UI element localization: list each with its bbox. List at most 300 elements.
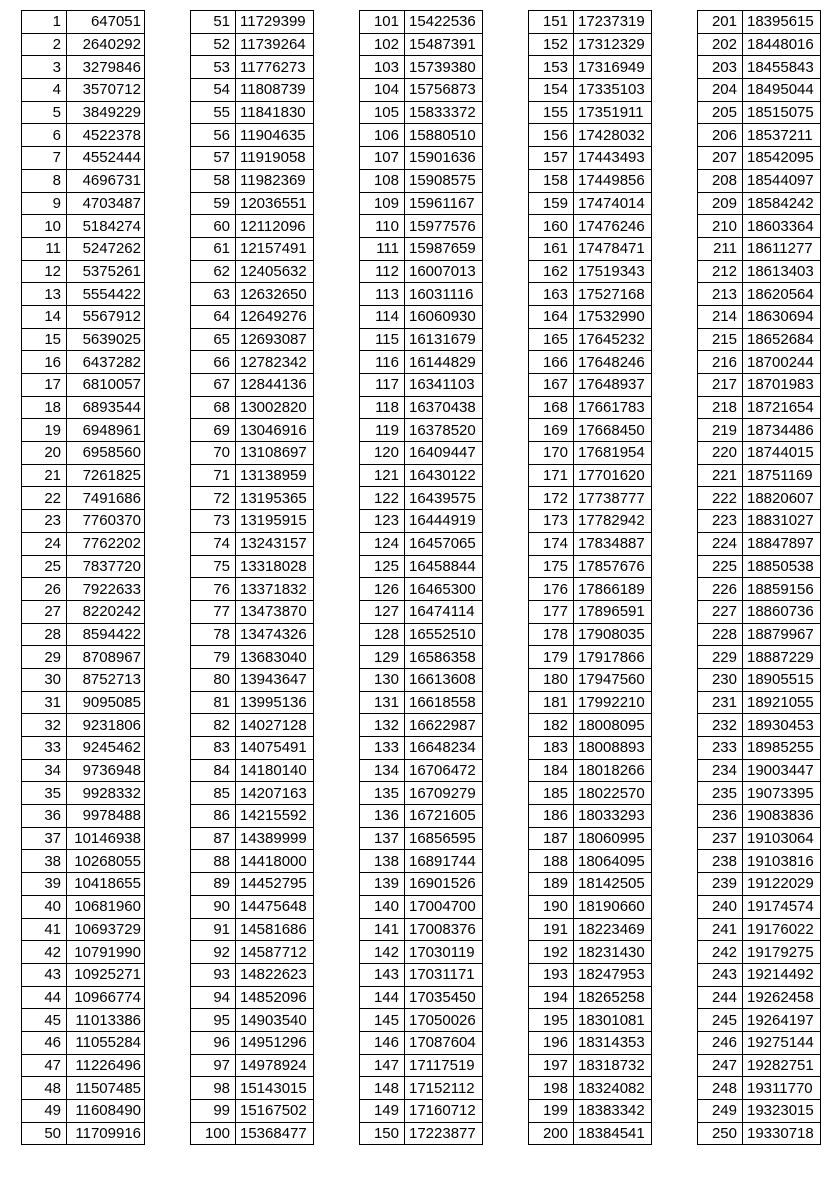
- row-index-cell: 108: [360, 169, 405, 192]
- table-row: [191, 487, 314, 510]
- row-value-cell: 16457065: [405, 532, 483, 555]
- row-index-cell: 129: [360, 646, 405, 669]
- row-index-cell: 61: [191, 237, 236, 260]
- table-row: [191, 192, 314, 215]
- row-value-cell: 16144829: [405, 351, 483, 374]
- row-index-cell: 75: [191, 555, 236, 578]
- row-index-cell: 26: [22, 578, 67, 601]
- row-index-cell: 47: [22, 1054, 67, 1077]
- row-value-cell: 17527168: [574, 283, 652, 306]
- row-value-cell: 17160712: [405, 1100, 483, 1123]
- row-value-cell: 18384541: [574, 1122, 652, 1145]
- row-value-cell: 19174574: [743, 895, 821, 918]
- number-table-2: [190, 10, 314, 1145]
- table-row: [698, 169, 821, 192]
- table-row: [22, 691, 145, 714]
- row-index-cell: 229: [698, 646, 743, 669]
- row-value-cell: 17449856: [574, 169, 652, 192]
- table-row: [22, 169, 145, 192]
- row-index-cell: 63: [191, 283, 236, 306]
- row-index-cell: 223: [698, 510, 743, 533]
- row-value-cell: 17917866: [574, 646, 652, 669]
- table-row: [360, 737, 483, 760]
- row-index-cell: 207: [698, 147, 743, 170]
- row-index-cell: 43: [22, 963, 67, 986]
- row-value-cell: 13995136: [236, 691, 314, 714]
- row-value-cell: 18142505: [574, 873, 652, 896]
- row-index-cell: 86: [191, 805, 236, 828]
- row-index-cell: 105: [360, 101, 405, 124]
- row-index-cell: 133: [360, 737, 405, 760]
- row-value-cell: 17476246: [574, 215, 652, 238]
- row-index-cell: 157: [529, 147, 574, 170]
- row-value-cell: 17335103: [574, 79, 652, 102]
- row-value-cell: 19262458: [743, 986, 821, 1009]
- row-index-cell: 172: [529, 487, 574, 510]
- table-row: [698, 351, 821, 374]
- table-row: [191, 600, 314, 623]
- row-value-cell: 18701983: [743, 374, 821, 397]
- table-row: [360, 79, 483, 102]
- table-row: [529, 351, 652, 374]
- table-row: [22, 873, 145, 896]
- table-row: [22, 33, 145, 56]
- row-index-cell: 239: [698, 873, 743, 896]
- table-row: [360, 1077, 483, 1100]
- row-index-cell: 250: [698, 1122, 743, 1145]
- row-index-cell: 36: [22, 805, 67, 828]
- row-index-cell: 176: [529, 578, 574, 601]
- row-value-cell: 15422536: [405, 11, 483, 34]
- row-value-cell: 12782342: [236, 351, 314, 374]
- row-value-cell: 17738777: [574, 487, 652, 510]
- row-value-cell: 16378520: [405, 419, 483, 442]
- row-value-cell: 17947560: [574, 668, 652, 691]
- row-value-cell: 16721605: [405, 805, 483, 828]
- row-value-cell: 11013386: [67, 1009, 145, 1032]
- table-row: [360, 555, 483, 578]
- row-index-cell: 222: [698, 487, 743, 510]
- row-index-cell: 143: [360, 963, 405, 986]
- row-index-cell: 95: [191, 1009, 236, 1032]
- row-index-cell: 67: [191, 374, 236, 397]
- row-index-cell: 217: [698, 374, 743, 397]
- row-value-cell: 7837720: [67, 555, 145, 578]
- row-value-cell: 17661783: [574, 396, 652, 419]
- row-value-cell: 16618558: [405, 691, 483, 714]
- row-index-cell: 76: [191, 578, 236, 601]
- row-value-cell: 14951296: [236, 1031, 314, 1054]
- row-index-cell: 122: [360, 487, 405, 510]
- row-index-cell: 15: [22, 328, 67, 351]
- row-index-cell: 112: [360, 260, 405, 283]
- table-row: [360, 237, 483, 260]
- row-index-cell: 201: [698, 11, 743, 34]
- table-row: [22, 759, 145, 782]
- row-value-cell: 17316949: [574, 56, 652, 79]
- table-row: [698, 850, 821, 873]
- row-index-cell: 170: [529, 442, 574, 465]
- table-row: [22, 737, 145, 760]
- table-row: [22, 464, 145, 487]
- table-row: [698, 487, 821, 510]
- table-row: [22, 532, 145, 555]
- table-row: [22, 56, 145, 79]
- table-row: [698, 578, 821, 601]
- row-value-cell: 17223877: [405, 1122, 483, 1145]
- row-value-cell: 17008376: [405, 918, 483, 941]
- row-index-cell: 38: [22, 850, 67, 873]
- row-index-cell: 247: [698, 1054, 743, 1077]
- table-row: [191, 805, 314, 828]
- table-row: [191, 419, 314, 442]
- row-index-cell: 130: [360, 668, 405, 691]
- row-value-cell: 11904635: [236, 124, 314, 147]
- table-row: [698, 215, 821, 238]
- row-value-cell: 9231806: [67, 714, 145, 737]
- table-row: [360, 986, 483, 1009]
- row-value-cell: 15987659: [405, 237, 483, 260]
- table-row: [22, 1054, 145, 1077]
- row-value-cell: 17237319: [574, 11, 652, 34]
- row-value-cell: 11729399: [236, 11, 314, 34]
- row-value-cell: 13474326: [236, 623, 314, 646]
- row-index-cell: 185: [529, 782, 574, 805]
- row-index-cell: 97: [191, 1054, 236, 1077]
- row-index-cell: 168: [529, 396, 574, 419]
- row-index-cell: 193: [529, 963, 574, 986]
- table-row: [22, 192, 145, 215]
- row-value-cell: 17312329: [574, 33, 652, 56]
- table-row: [529, 1031, 652, 1054]
- table-row: [360, 396, 483, 419]
- table-row: [22, 510, 145, 533]
- row-index-cell: 180: [529, 668, 574, 691]
- row-index-cell: 221: [698, 464, 743, 487]
- row-index-cell: 235: [698, 782, 743, 805]
- table-row: [529, 1100, 652, 1123]
- table-row: [360, 918, 483, 941]
- table-row: [360, 532, 483, 555]
- row-value-cell: 14075491: [236, 737, 314, 760]
- row-index-cell: 93: [191, 963, 236, 986]
- row-value-cell: 17782942: [574, 510, 652, 533]
- row-index-cell: 246: [698, 1031, 743, 1054]
- row-index-cell: 121: [360, 464, 405, 487]
- row-index-cell: 5: [22, 101, 67, 124]
- table-row: [191, 79, 314, 102]
- row-index-cell: 131: [360, 691, 405, 714]
- table-row: [529, 11, 652, 34]
- table-row: [191, 56, 314, 79]
- table-row: [360, 623, 483, 646]
- row-index-cell: 127: [360, 600, 405, 623]
- row-value-cell: 7760370: [67, 510, 145, 533]
- row-value-cell: 17035450: [405, 986, 483, 1009]
- row-index-cell: 80: [191, 668, 236, 691]
- row-value-cell: 18859156: [743, 578, 821, 601]
- table-row: [191, 1009, 314, 1032]
- row-index-cell: 192: [529, 941, 574, 964]
- row-index-cell: 169: [529, 419, 574, 442]
- table-row: [360, 805, 483, 828]
- row-index-cell: 42: [22, 941, 67, 964]
- row-value-cell: 17857676: [574, 555, 652, 578]
- table-row: [191, 510, 314, 533]
- row-value-cell: 17478471: [574, 237, 652, 260]
- table-row: [529, 464, 652, 487]
- table-row: [191, 124, 314, 147]
- row-index-cell: 179: [529, 646, 574, 669]
- row-index-cell: 218: [698, 396, 743, 419]
- row-index-cell: 160: [529, 215, 574, 238]
- row-value-cell: 13473870: [236, 600, 314, 623]
- table-row: [191, 464, 314, 487]
- row-value-cell: 12693087: [236, 328, 314, 351]
- row-value-cell: 18301081: [574, 1009, 652, 1032]
- row-index-cell: 28: [22, 623, 67, 646]
- row-value-cell: 18544097: [743, 169, 821, 192]
- row-value-cell: 13318028: [236, 555, 314, 578]
- row-index-cell: 19: [22, 419, 67, 442]
- table-row: [22, 986, 145, 1009]
- row-index-cell: 240: [698, 895, 743, 918]
- row-value-cell: 15961167: [405, 192, 483, 215]
- row-value-cell: 14207163: [236, 782, 314, 805]
- row-value-cell: 19103064: [743, 827, 821, 850]
- row-value-cell: 9928332: [67, 782, 145, 805]
- table-row: [191, 147, 314, 170]
- row-value-cell: 19282751: [743, 1054, 821, 1077]
- table-row: [360, 464, 483, 487]
- table-row: [529, 986, 652, 1009]
- row-value-cell: 17031171: [405, 963, 483, 986]
- row-value-cell: 18223469: [574, 918, 652, 941]
- table-row: [191, 351, 314, 374]
- table-row: [698, 442, 821, 465]
- row-index-cell: 241: [698, 918, 743, 941]
- row-value-cell: 12157491: [236, 237, 314, 260]
- table-row: [529, 101, 652, 124]
- row-index-cell: 115: [360, 328, 405, 351]
- table-row: [191, 646, 314, 669]
- row-value-cell: 11055284: [67, 1031, 145, 1054]
- table-row: [360, 1031, 483, 1054]
- row-value-cell: 15487391: [405, 33, 483, 56]
- table-row: [698, 623, 821, 646]
- row-value-cell: 18700244: [743, 351, 821, 374]
- table-row: [698, 805, 821, 828]
- row-value-cell: 19311770: [743, 1077, 821, 1100]
- row-value-cell: 13371832: [236, 578, 314, 601]
- table-row: [360, 782, 483, 805]
- table-row: [191, 101, 314, 124]
- row-index-cell: 1: [22, 11, 67, 34]
- row-value-cell: 7762202: [67, 532, 145, 555]
- table-row: [529, 328, 652, 351]
- row-index-cell: 165: [529, 328, 574, 351]
- table-row: [191, 714, 314, 737]
- row-index-cell: 114: [360, 305, 405, 328]
- table-row: [22, 419, 145, 442]
- row-index-cell: 6: [22, 124, 67, 147]
- row-value-cell: 18879967: [743, 623, 821, 646]
- table-row: [22, 305, 145, 328]
- table-row: [191, 260, 314, 283]
- row-index-cell: 88: [191, 850, 236, 873]
- table-row: [22, 124, 145, 147]
- table-row: [191, 963, 314, 986]
- table-row: [698, 419, 821, 442]
- row-index-cell: 60: [191, 215, 236, 238]
- row-index-cell: 33: [22, 737, 67, 760]
- row-index-cell: 23: [22, 510, 67, 533]
- row-value-cell: 19179275: [743, 941, 821, 964]
- table-row: [529, 283, 652, 306]
- table-row: [698, 374, 821, 397]
- table-row: [22, 374, 145, 397]
- row-value-cell: 19003447: [743, 759, 821, 782]
- row-value-cell: 17866189: [574, 578, 652, 601]
- row-value-cell: 17681954: [574, 442, 652, 465]
- row-value-cell: 10681960: [67, 895, 145, 918]
- row-value-cell: 5375261: [67, 260, 145, 283]
- row-index-cell: 13: [22, 283, 67, 306]
- table-row: [529, 1077, 652, 1100]
- row-value-cell: 13138959: [236, 464, 314, 487]
- table-row: [360, 351, 483, 374]
- table-row: [529, 79, 652, 102]
- table-row: [698, 328, 821, 351]
- table-row: [698, 79, 821, 102]
- row-index-cell: 158: [529, 169, 574, 192]
- row-index-cell: 98: [191, 1077, 236, 1100]
- table-row: [22, 668, 145, 691]
- row-index-cell: 191: [529, 918, 574, 941]
- table-row: [529, 147, 652, 170]
- table-row: [698, 56, 821, 79]
- table-row: [529, 623, 652, 646]
- row-value-cell: 2640292: [67, 33, 145, 56]
- row-index-cell: 79: [191, 646, 236, 669]
- row-value-cell: 15368477: [236, 1122, 314, 1145]
- table-row: [698, 1122, 821, 1145]
- row-index-cell: 145: [360, 1009, 405, 1032]
- table-row: [191, 442, 314, 465]
- row-value-cell: 15833372: [405, 101, 483, 124]
- table-row: [698, 33, 821, 56]
- row-index-cell: 154: [529, 79, 574, 102]
- row-value-cell: 15739380: [405, 56, 483, 79]
- table-row: [529, 487, 652, 510]
- row-index-cell: 140: [360, 895, 405, 918]
- row-index-cell: 245: [698, 1009, 743, 1032]
- row-index-cell: 83: [191, 737, 236, 760]
- table-row: [360, 169, 483, 192]
- table-row: [22, 1077, 145, 1100]
- row-index-cell: 54: [191, 79, 236, 102]
- table-row: [529, 237, 652, 260]
- table-row: [22, 1031, 145, 1054]
- row-value-cell: 15756873: [405, 79, 483, 102]
- row-index-cell: 212: [698, 260, 743, 283]
- row-value-cell: 647051: [67, 11, 145, 34]
- row-value-cell: 19330718: [743, 1122, 821, 1145]
- table-row: [698, 873, 821, 896]
- row-index-cell: 32: [22, 714, 67, 737]
- table-row: [698, 260, 821, 283]
- row-value-cell: 13683040: [236, 646, 314, 669]
- row-index-cell: 31: [22, 691, 67, 714]
- table-row: [360, 11, 483, 34]
- row-value-cell: 12649276: [236, 305, 314, 328]
- table-row: [529, 532, 652, 555]
- row-value-cell: 18611277: [743, 237, 821, 260]
- row-index-cell: 111: [360, 237, 405, 260]
- table-row: [360, 442, 483, 465]
- row-index-cell: 209: [698, 192, 743, 215]
- row-index-cell: 216: [698, 351, 743, 374]
- row-value-cell: 3849229: [67, 101, 145, 124]
- row-index-cell: 144: [360, 986, 405, 1009]
- row-index-cell: 234: [698, 759, 743, 782]
- row-index-cell: 16: [22, 351, 67, 374]
- row-index-cell: 190: [529, 895, 574, 918]
- row-index-cell: 188: [529, 850, 574, 873]
- row-value-cell: 15901636: [405, 147, 483, 170]
- row-value-cell: 13195915: [236, 510, 314, 533]
- row-index-cell: 18: [22, 396, 67, 419]
- row-index-cell: 81: [191, 691, 236, 714]
- row-index-cell: 104: [360, 79, 405, 102]
- row-value-cell: 10146938: [67, 827, 145, 850]
- table-row: [360, 283, 483, 306]
- row-value-cell: 16856595: [405, 827, 483, 850]
- table-row: [22, 600, 145, 623]
- table-row: [529, 396, 652, 419]
- row-value-cell: 17087604: [405, 1031, 483, 1054]
- row-value-cell: 18603364: [743, 215, 821, 238]
- table-row: [191, 11, 314, 34]
- table-row: [191, 215, 314, 238]
- row-value-cell: 9736948: [67, 759, 145, 782]
- row-value-cell: 16409447: [405, 442, 483, 465]
- row-index-cell: 171: [529, 464, 574, 487]
- table-row: [529, 941, 652, 964]
- row-index-cell: 100: [191, 1122, 236, 1145]
- table-row: [529, 555, 652, 578]
- row-index-cell: 89: [191, 873, 236, 896]
- table-row: [360, 1054, 483, 1077]
- row-value-cell: 12112096: [236, 215, 314, 238]
- row-index-cell: 137: [360, 827, 405, 850]
- table-row: [529, 192, 652, 215]
- row-index-cell: 84: [191, 759, 236, 782]
- table-row: [529, 782, 652, 805]
- row-index-cell: 4: [22, 79, 67, 102]
- table-row: [360, 691, 483, 714]
- row-value-cell: 18537211: [743, 124, 821, 147]
- table-row: [698, 714, 821, 737]
- number-table-1: [21, 10, 145, 1145]
- row-index-cell: 87: [191, 827, 236, 850]
- row-index-cell: 184: [529, 759, 574, 782]
- row-value-cell: 4696731: [67, 169, 145, 192]
- table-row: [529, 305, 652, 328]
- row-index-cell: 68: [191, 396, 236, 419]
- row-index-cell: 109: [360, 192, 405, 215]
- row-value-cell: 17648246: [574, 351, 652, 374]
